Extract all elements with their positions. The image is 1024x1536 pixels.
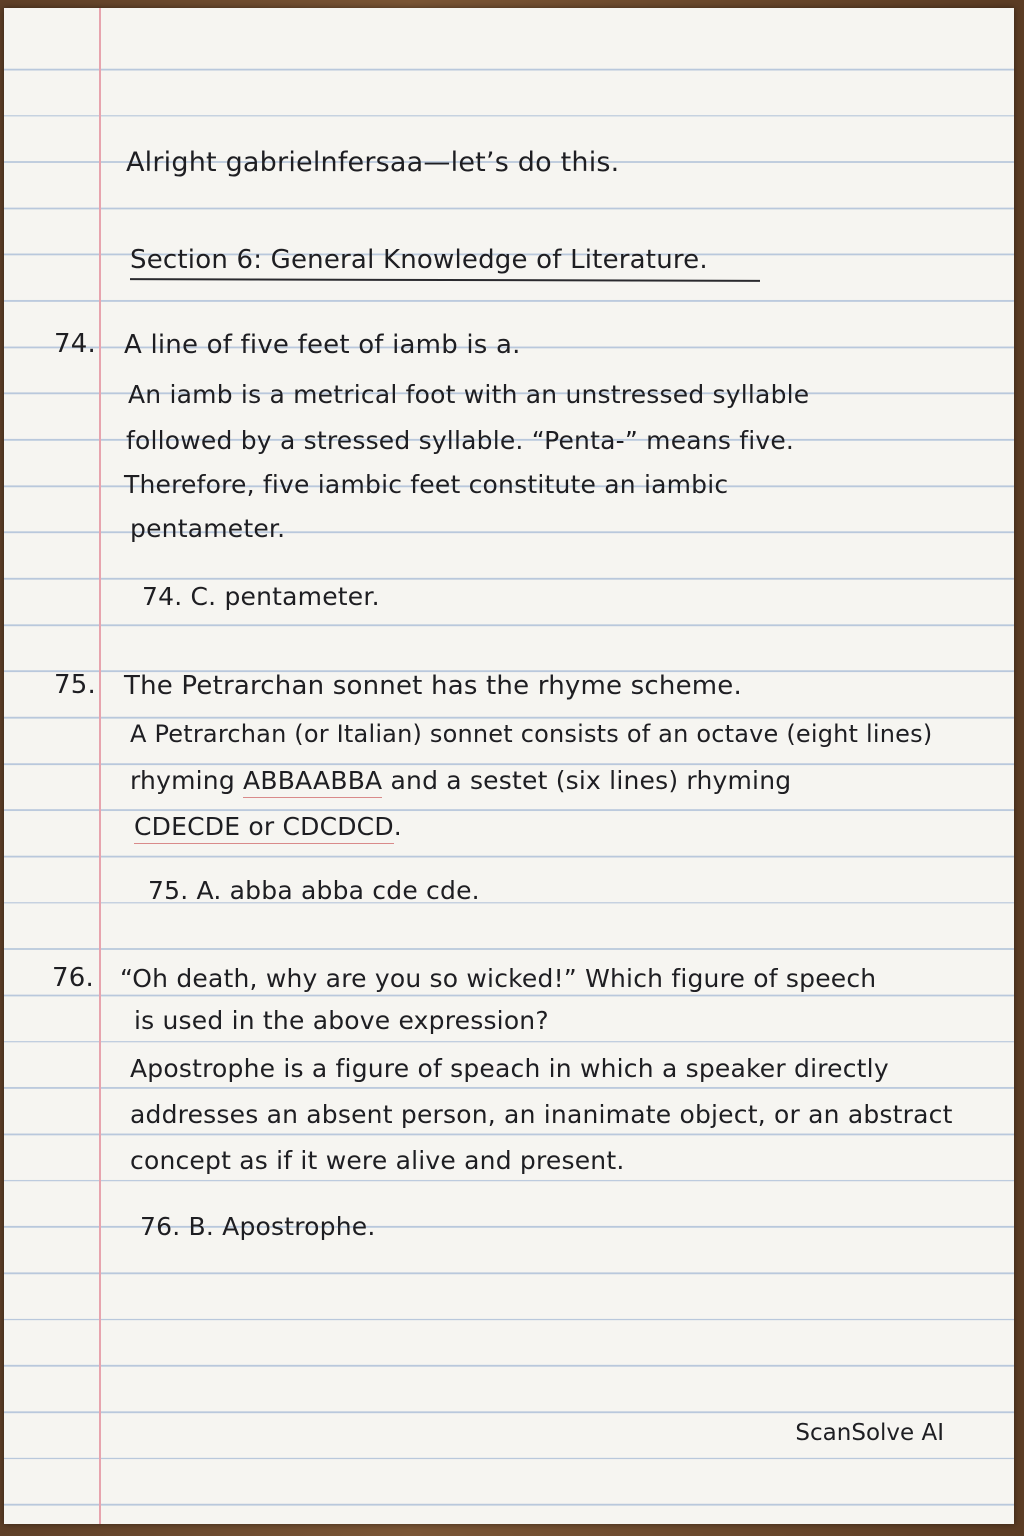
question-74-explanation-line: An iamb is a metrical foot with an unstressed syllable xyxy=(128,380,810,409)
question-75-explanation-line xyxy=(130,758,791,803)
scansolve-watermark: ScanSolve AI xyxy=(795,1420,944,1446)
question-75-explanation-line xyxy=(134,804,402,849)
question-74-explanation-line: followed by a stressed syllable. “Penta-” means five. xyxy=(126,426,795,455)
margin-line xyxy=(99,8,101,1524)
question-76-text-line: “Oh death, why are you so wicked!” Which figure of speech xyxy=(120,964,877,993)
question-74-explanation-line: pentameter. xyxy=(130,514,286,543)
text-segment: and a sestet (six lines) rhyming xyxy=(382,766,792,795)
question-75-text: The Petrarchan sonnet has the rhyme scheme. xyxy=(124,671,742,701)
question-76-explanation-line: Apostrophe is a figure of speach in which a speaker directly xyxy=(130,1054,889,1083)
question-75-explanation-line: A Petrarchan (or Italian) sonnet consists of an octave (eight lines) xyxy=(130,720,933,748)
rhyme-scheme-sestet-highlight: CDECDE or CDCDCD xyxy=(134,812,394,844)
greeting: Alright gabrielnfersaa—let’s do this. xyxy=(126,147,620,178)
question-76-explanation-line: addresses an absent person, an inanimate object, or an abstract xyxy=(130,1100,953,1129)
question-76-text-line: is used in the above expression? xyxy=(134,1006,549,1035)
question-75-number: 75. xyxy=(54,670,96,700)
text-segment: rhyming xyxy=(130,766,244,795)
question-74-answer: 74. C. pentameter. xyxy=(142,582,380,611)
notebook-page xyxy=(4,8,1014,1524)
section-title: Section 6: General Knowledge of Literature. xyxy=(130,245,708,275)
rhyme-scheme-octave-highlight: ABBAABBA xyxy=(243,766,382,798)
question-75-answer: 75. A. abba abba cde cde. xyxy=(148,876,480,905)
question-76-number: 76. xyxy=(52,963,94,993)
question-74-explanation-line: Therefore, five iambic feet constitute an iambic xyxy=(124,470,729,499)
question-76-answer: 76. B. Apostrophe. xyxy=(140,1212,376,1241)
text-segment: . xyxy=(393,812,402,841)
question-74-text: A line of five feet of iamb is a. xyxy=(124,330,521,360)
question-76-explanation-line: concept as if it were alive and present. xyxy=(130,1146,625,1175)
question-74-number: 74. xyxy=(54,329,96,359)
